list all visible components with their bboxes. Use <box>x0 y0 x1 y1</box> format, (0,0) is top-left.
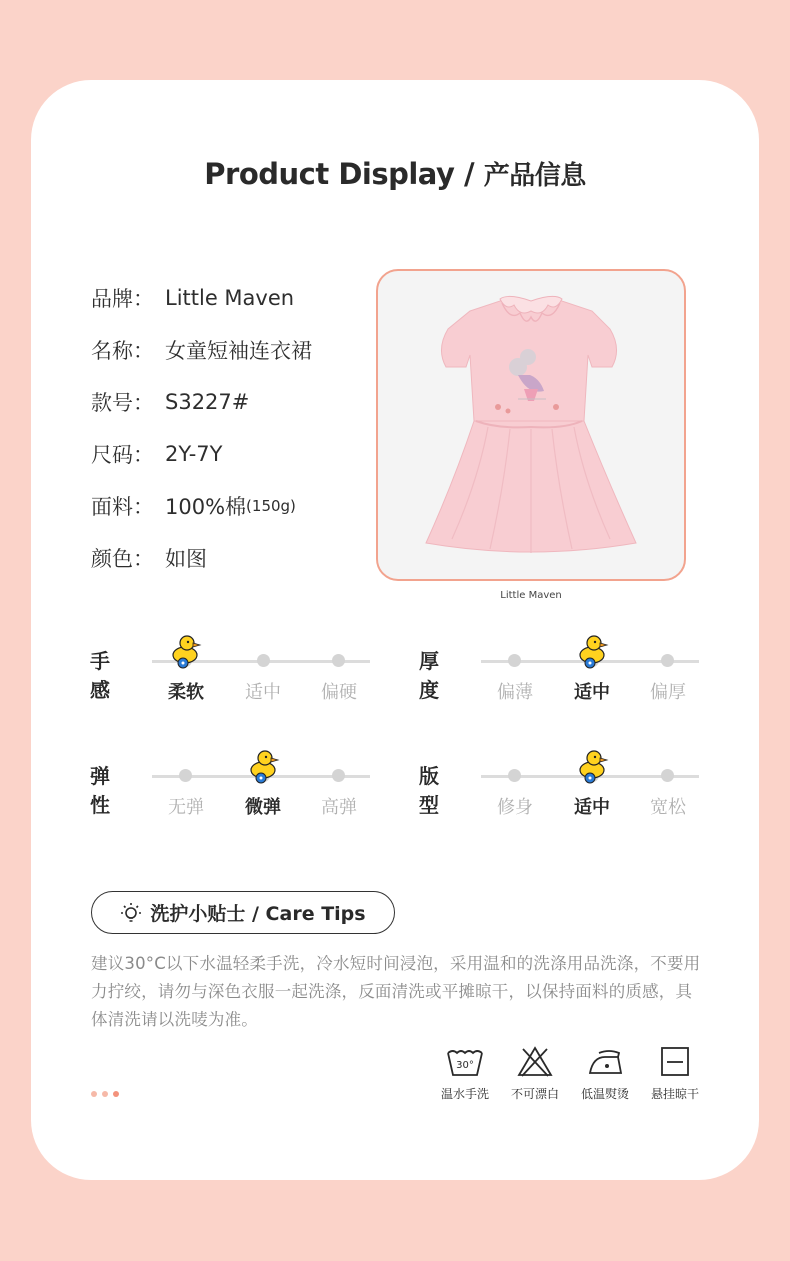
duck-marker-icon <box>169 633 203 669</box>
spec-key: 尺码： <box>91 443 154 467</box>
spec-value: 女童短袖连衣裙 <box>165 339 312 363</box>
rating-option: 修身 <box>497 797 533 818</box>
hang-dry-icon <box>655 1045 695 1079</box>
rating-option: 柔软 <box>168 682 204 703</box>
spec-list <box>91 272 312 584</box>
rating-option: 无弹 <box>168 797 204 818</box>
rating-option: 适中 <box>574 682 610 703</box>
rating-option: 高弹 <box>321 797 357 818</box>
spec-value: 100%棉 <box>165 495 247 519</box>
rating-dot <box>508 769 521 782</box>
duck-marker-icon <box>247 748 281 784</box>
spec-value: 如图 <box>165 547 207 571</box>
rating-label: 版型 <box>419 764 439 817</box>
title-cn: 产品信息 <box>483 161 586 191</box>
rating-option: 偏薄 <box>497 682 533 703</box>
spec-color <box>91 532 312 584</box>
lightbulb-icon <box>120 902 142 924</box>
spec-key: 面料： <box>91 495 154 519</box>
hand-wash-30-icon <box>445 1045 485 1079</box>
care-symbol-label: 温水手洗 <box>440 1087 489 1101</box>
care-symbol-hand-wash <box>430 1045 500 1102</box>
care-tips-pill <box>91 891 395 934</box>
product-photo <box>376 269 686 581</box>
rating-option: 偏硬 <box>321 682 357 703</box>
dress-illustration <box>378 271 684 579</box>
rating-option: 适中 <box>574 797 610 818</box>
care-symbol-label: 不可漂白 <box>510 1087 559 1101</box>
care-symbol-label: 悬挂晾干 <box>650 1087 699 1101</box>
rating-dot <box>508 654 521 667</box>
spec-size <box>91 428 312 480</box>
spec-brand <box>91 272 312 324</box>
wash-temperature: 30° <box>456 1060 474 1071</box>
care-symbol-low-iron <box>570 1045 640 1102</box>
spec-key: 品牌： <box>91 287 154 311</box>
care-tips-label: 洗护小贴士 / Care Tips <box>150 903 366 925</box>
spec-key: 名称： <box>91 339 154 363</box>
rating-dot <box>179 769 192 782</box>
care-symbol-no-bleach <box>500 1045 570 1102</box>
rating-option: 宽松 <box>650 797 686 818</box>
rating-option: 微弹 <box>245 797 281 818</box>
spec-fabric <box>91 480 312 532</box>
rating-option: 适中 <box>245 682 281 703</box>
spec-note: (150g) <box>246 497 296 515</box>
rating-dot <box>332 654 345 667</box>
rating-option: 偏厚 <box>650 682 686 703</box>
page-indicator <box>91 1091 119 1097</box>
care-instructions: 建议30°C以下水温轻柔手洗，冷水短时间浸泡，采用温和的洗涤用品洗涤，不要用力拧绞，请勿与深色衣服一起洗涤，反面清洗或平摊晾干，以保持面料的质感，具体清洗请以洗唛为准。 <box>91 954 701 1029</box>
duck-marker-icon <box>576 633 610 669</box>
indicator-dot <box>113 1091 119 1097</box>
spec-key: 颜色： <box>91 547 154 571</box>
rating-dot <box>661 654 674 667</box>
no-bleach-icon <box>515 1045 555 1079</box>
indicator-dot <box>91 1091 97 1097</box>
care-symbol-label: 低温熨烫 <box>580 1087 629 1101</box>
rating-dot <box>257 654 270 667</box>
spec-key: 款号： <box>91 391 154 415</box>
rating-dot <box>332 769 345 782</box>
care-symbols <box>430 1045 710 1102</box>
indicator-dot <box>102 1091 108 1097</box>
title-separator: / <box>454 157 484 191</box>
rating-label: 弹性 <box>90 764 110 817</box>
duck-marker-icon <box>576 748 610 784</box>
page-title <box>0 155 790 192</box>
spec-value: Little Maven <box>165 286 295 310</box>
rating-label: 手感 <box>90 649 110 702</box>
title-en: Product Display <box>204 157 455 191</box>
low-iron-icon <box>585 1045 625 1079</box>
spec-value: S3227# <box>165 390 250 414</box>
care-symbol-hang-dry <box>640 1045 710 1102</box>
rating-dot <box>661 769 674 782</box>
spec-name <box>91 324 312 376</box>
spec-style-no <box>91 376 312 428</box>
rating-label: 厚度 <box>419 649 439 702</box>
spec-value: 2Y-7Y <box>165 442 223 466</box>
photo-caption: Little Maven <box>500 590 562 601</box>
